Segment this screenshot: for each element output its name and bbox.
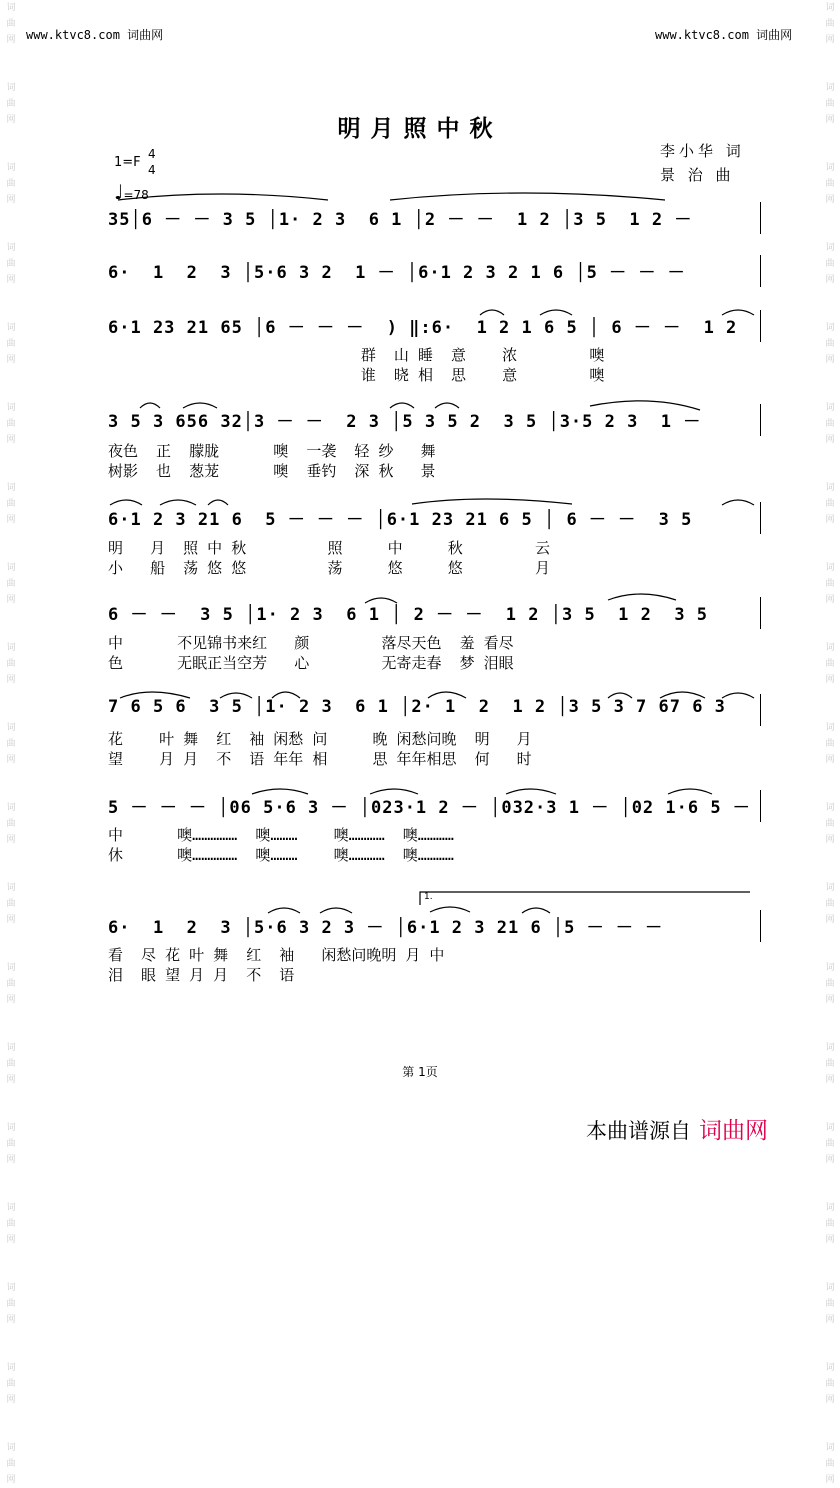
lyrics-row-5-verse-1: 明 月 照 中 秋 照 中 秋 云 <box>108 539 551 557</box>
song-title: 明月照中秋 <box>337 115 503 142</box>
source-text: 本曲谱源自 <box>586 1119 691 1143</box>
slur <box>668 789 712 794</box>
tempo-value: =78 <box>123 188 149 202</box>
lyrics-row-4-verse-2: 树影 也 葱茏 噢 垂钓 深 秋 景 <box>108 462 436 480</box>
slur <box>268 908 300 913</box>
lyrics-row-7-verse-1: 花 叶 舞 红 袖 闲愁 问 晚 闲愁问晚 明 月 <box>108 730 532 748</box>
slur <box>320 908 352 913</box>
lyrics-row-9-verse-2: 泪 眼 望 月 月 不 语 <box>108 966 295 984</box>
slur <box>208 500 228 505</box>
score-row-7: 7 6 5 6 3 5 │1· 2 3 6 1 │2· 1 2 1 2 │3 5 3 7 67 6 3 <box>108 697 726 717</box>
slur <box>118 194 328 200</box>
slur <box>608 594 676 600</box>
slur <box>272 692 300 698</box>
slur <box>183 403 217 408</box>
slur <box>390 403 414 408</box>
side-watermark-left: 词 曲 网 词 曲 网 词 曲 网 词 曲 网 词 曲 网 词 曲 网 词 曲 网 词 曲 网 词 曲 网 词 曲 网 词 曲 网 词 曲 网 词 曲 网 词 曲 网 词 曲 网 词 曲 网 词 曲 网 词 曲 网 词 曲 网 <box>6 3 16 1485</box>
slur <box>660 692 705 698</box>
time-signature-top: 4 <box>148 147 156 161</box>
slur <box>430 907 470 912</box>
lyrics-row-9-verse-1: 看 尽 花 叶 舞 红 袖 闲愁问晚明 月 中 <box>108 946 445 964</box>
score-row-6: 6 － － 3 5 │1· 2 3 6 1 │ 2 － － 1 2 │3 5 1 2 3 5 <box>108 605 709 625</box>
lyrics-row-4-verse-1: 夜色 正 朦胧 噢 一袭 轻 纱 舞 <box>108 442 436 460</box>
score-row-5: 6·1 2 3 21 6 5 － － － │6·1 23 21 6 5 │ 6 － － 3 5 <box>108 510 693 530</box>
lyrics-row-6-verse-2: 色 无眠正当空芳 心 无寄走春 梦 泪眼 <box>108 654 514 672</box>
slur <box>120 692 190 698</box>
side-watermark-right: 词 曲 网 词 曲 网 词 曲 网 词 曲 网 词 曲 网 词 曲 网 词 曲 网 词 曲 网 词 曲 网 词 曲 网 词 曲 网 词 曲 网 词 曲 网 词 曲 网 词 曲 网 词 曲 网 词 曲 网 词 曲 网 词 曲 网 <box>825 3 835 1485</box>
slur <box>140 403 160 408</box>
site-watermark-left: www.ktvc8.com 词曲网 <box>26 28 164 42</box>
slur <box>522 908 550 913</box>
slur <box>220 693 252 698</box>
lyrics-row-7-verse-2: 望 月 月 不 语 年年 相 思 年年相思 何 时 <box>108 750 532 768</box>
score-row-9: 6· 1 2 3 │5·6 3 2 3 － │6·1 2 3 21 6 │5 － － － <box>108 918 664 938</box>
page-number: 第 1页 <box>402 1065 438 1079</box>
source-note <box>586 1112 768 1145</box>
slur <box>428 692 466 698</box>
score-row-1: 35│6 － － 3 5 │1· 2 3 6 1 │2 － － 1 2 │3 5 1 2 － <box>108 210 693 230</box>
volta-bracket <box>420 892 750 905</box>
source-site-link[interactable]: 词曲网 <box>699 1118 768 1144</box>
time-signature-bottom: 4 <box>148 163 156 177</box>
slur <box>722 500 754 505</box>
slur <box>365 598 397 603</box>
lyrics-row-8-verse-1: 中 噢…………… 噢……… 噢………… 噢………… <box>108 826 454 844</box>
score-row-3: 6·1 23 21 65 │6 － － － ) ‖:6· 1 2 1 6 5 │ 6 － － 1 2 <box>108 318 738 338</box>
score-row-8: 5 － － － │06 5·6 3 － │023·1 2 － │032·3 1 － │02 1·6 5 － <box>108 798 751 818</box>
slur <box>435 403 459 408</box>
lyrics-row-5-verse-2: 小 船 荡 悠 悠 荡 悠 悠 月 <box>108 559 551 577</box>
lyrics-row-3-verse-2: 谁 晓 相 思 意 噢 <box>108 366 605 384</box>
slur <box>252 789 308 794</box>
lyrics-row-6-verse-1: 中 不见锦书来红 颜 落尽天色 羞 看尽 <box>108 634 514 652</box>
lyrics-row-8-verse-2: 休 噢…………… 噢……… 噢………… 噢………… <box>108 846 454 864</box>
slur <box>722 693 754 698</box>
site-watermark-right: www.ktvc8.com 词曲网 <box>655 28 793 42</box>
slur <box>722 310 754 315</box>
score-row-2: 6· 1 2 3 │5·6 3 2 1 － │6·1 2 3 2 1 6 │5 － － － <box>108 263 686 283</box>
slur <box>608 693 632 698</box>
slur <box>370 789 418 794</box>
volta-label: 1. <box>424 892 433 902</box>
slur <box>540 310 572 315</box>
key-signature: 1=F <box>114 155 141 170</box>
slur <box>412 499 572 504</box>
lyricist: 李小华 词 <box>660 142 745 160</box>
slur <box>110 500 142 505</box>
slur <box>590 401 700 410</box>
lyrics-row-3-verse-1: 群 山 睡 意 浓 噢 <box>108 346 605 364</box>
score-row-4: 3 5 3 656 32│3 － － 2 3 │5 3 5 2 3 5 │3·5 2 3 1 － <box>108 412 702 432</box>
slur <box>390 193 665 200</box>
quarter-note-icon: ♩ <box>114 180 124 204</box>
slur <box>506 789 556 794</box>
composer: 景 治 曲 <box>660 166 735 184</box>
slur <box>480 310 504 315</box>
slur <box>160 500 196 505</box>
